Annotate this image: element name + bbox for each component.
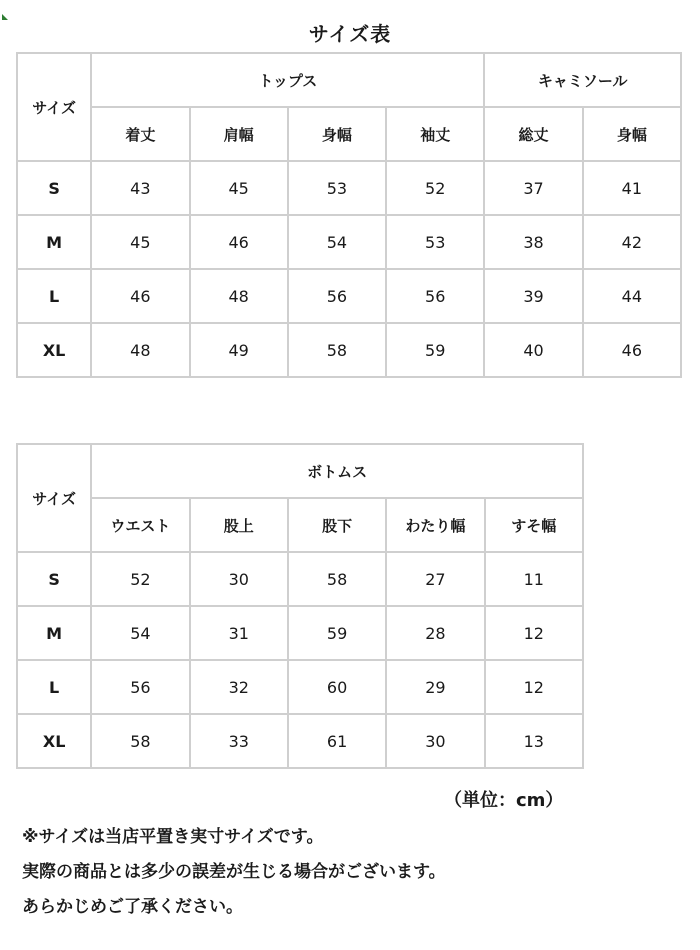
column-header: 総丈 <box>484 107 582 161</box>
column-header: すそ幅 <box>485 498 583 552</box>
table-cell: 12 <box>485 660 583 714</box>
table-row <box>17 215 681 269</box>
table-cell: 46 <box>91 269 189 323</box>
table-cell: 45 <box>91 215 189 269</box>
tops-group-header: トップス <box>91 53 484 107</box>
size-label: XL <box>17 323 91 377</box>
column-header: 袖丈 <box>386 107 484 161</box>
column-header: 着丈 <box>91 107 189 161</box>
size-label: XL <box>17 714 91 768</box>
table-header-row <box>17 53 681 107</box>
table-cell: 11 <box>485 552 583 606</box>
table-cell: 13 <box>485 714 583 768</box>
table-cell: 60 <box>288 660 386 714</box>
column-header: 肩幅 <box>190 107 288 161</box>
size-column-header: サイズ <box>17 53 91 161</box>
table-row <box>17 606 583 660</box>
table-cell: 56 <box>386 269 484 323</box>
table-cell: 52 <box>91 552 189 606</box>
table-row <box>17 161 681 215</box>
table-cell: 56 <box>288 269 386 323</box>
table-subheader-row <box>17 498 583 552</box>
tops-size-table <box>16 52 682 378</box>
column-header: ウエスト <box>91 498 189 552</box>
note-line: 実際の商品とは多少の誤差が生じる場合がございます。 <box>22 862 446 882</box>
table-cell: 40 <box>484 323 582 377</box>
unit-note: （単位：cm） <box>444 790 564 811</box>
table-cell: 59 <box>288 606 386 660</box>
table-cell: 43 <box>91 161 189 215</box>
size-label: S <box>17 552 91 606</box>
table-cell: 30 <box>190 552 288 606</box>
notes-block <box>22 820 446 925</box>
table-cell: 29 <box>386 660 484 714</box>
bottoms-size-table <box>16 443 584 769</box>
table-cell: 56 <box>91 660 189 714</box>
table-row <box>17 323 681 377</box>
table-cell: 61 <box>288 714 386 768</box>
table-cell: 44 <box>583 269 681 323</box>
table-cell: 31 <box>190 606 288 660</box>
table-cell: 59 <box>386 323 484 377</box>
note-line: あらかじめご了承ください。 <box>22 897 243 917</box>
table-cell: 42 <box>583 215 681 269</box>
table-cell: 58 <box>91 714 189 768</box>
column-header: 股下 <box>288 498 386 552</box>
table-cell: 27 <box>386 552 484 606</box>
table-cell: 39 <box>484 269 582 323</box>
size-label: M <box>17 215 91 269</box>
table-cell: 45 <box>190 161 288 215</box>
table-row <box>17 269 681 323</box>
table-cell: 41 <box>583 161 681 215</box>
table-row <box>17 714 583 768</box>
table-cell: 58 <box>288 323 386 377</box>
note-line: ※サイズは当店平置き実寸サイズです。 <box>22 827 324 847</box>
size-label: L <box>17 269 91 323</box>
page-title: サイズ表 <box>308 22 392 46</box>
table-cell: 54 <box>91 606 189 660</box>
column-header: 身幅 <box>583 107 681 161</box>
table-cell: 12 <box>485 606 583 660</box>
size-label: M <box>17 606 91 660</box>
table-cell: 30 <box>386 714 484 768</box>
size-label: L <box>17 660 91 714</box>
table-cell: 32 <box>190 660 288 714</box>
table-cell: 54 <box>288 215 386 269</box>
table-cell: 37 <box>484 161 582 215</box>
table-cell: 38 <box>484 215 582 269</box>
table-cell: 58 <box>288 552 386 606</box>
table-cell: 28 <box>386 606 484 660</box>
column-header: 身幅 <box>288 107 386 161</box>
table-row <box>17 660 583 714</box>
table-cell: 46 <box>583 323 681 377</box>
column-header: わたり幅 <box>386 498 484 552</box>
table-header-row <box>17 444 583 498</box>
table-cell: 52 <box>386 161 484 215</box>
table-cell: 33 <box>190 714 288 768</box>
camisole-group-header: キャミソール <box>484 53 681 107</box>
table-cell: 49 <box>190 323 288 377</box>
table-cell: 53 <box>386 215 484 269</box>
table-cell: 48 <box>190 269 288 323</box>
bottoms-group-header: ボトムス <box>91 444 583 498</box>
table-subheader-row <box>17 107 681 161</box>
table-cell: 53 <box>288 161 386 215</box>
table-row <box>17 552 583 606</box>
size-column-header: サイズ <box>17 444 91 552</box>
table-cell: 46 <box>190 215 288 269</box>
size-label: S <box>17 161 91 215</box>
column-header: 股上 <box>190 498 288 552</box>
table-cell: 48 <box>91 323 189 377</box>
